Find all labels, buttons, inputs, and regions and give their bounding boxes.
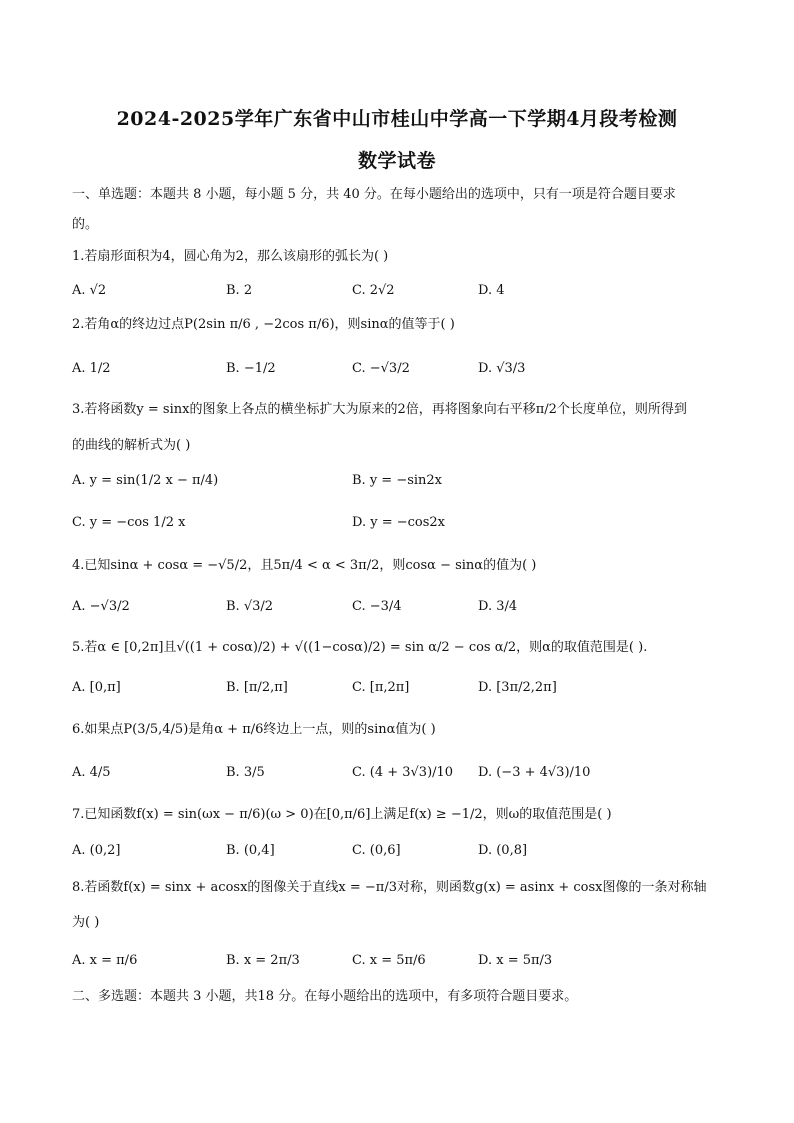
question-4-option-a: A. −√3/2 <box>72 599 130 614</box>
question-6-stem: 6.如果点P(3/5,4/5)是角α + π/6终边上一点，则的sinα值为( ) <box>72 722 436 737</box>
question-5-option-b: B. [π/2,π] <box>226 680 288 695</box>
question-8-stem-line2: 为( ) <box>72 915 100 930</box>
question-4-stem: 4.已知sinα + cosα = −√5/2，且5π/4 < α < 3π/2，则cosα − sinα的值为( ) <box>72 558 537 573</box>
section2-heading: 二、多选题：本题共 3 小题，共18 分。在每小题给出的选项中，有多项符合题目要求。 <box>72 989 578 1004</box>
exam-subtitle: 数学试卷 <box>357 150 436 172</box>
question-7-option-a: A. (0,2] <box>72 843 121 858</box>
question-6-option-c: C. (4 + 3√3)/10 <box>352 765 454 780</box>
question-8-option-a: A. x = π/6 <box>72 953 138 968</box>
question-6-option-d: D. (−3 + 4√3)/10 <box>478 765 591 780</box>
question-4-option-d: D. 3/4 <box>478 599 518 614</box>
question-8-option-b: B. x = 2π/3 <box>226 953 300 968</box>
question-2-option-d: D. √3/3 <box>478 361 526 376</box>
section1-heading-line1: 一、单选题：本题共 8 小题，每小题 5 分，共 40 分。在每小题给出的选项中，只有一项是符合题目要求 <box>72 187 676 202</box>
question-5-option-a: A. [0,π] <box>72 680 121 695</box>
question-7-option-c: C. (0,6] <box>352 843 401 858</box>
question-6-option-a: A. 4/5 <box>72 765 111 780</box>
question-2-option-b: B. −1/2 <box>226 361 276 376</box>
question-1-option-c: C. 2√2 <box>352 283 395 298</box>
question-4-option-b: B. √3/2 <box>226 599 274 614</box>
question-8-option-c: C. x = 5π/6 <box>352 953 426 968</box>
question-2-option-c: C. −√3/2 <box>352 361 410 376</box>
question-6-option-b: B. 3/5 <box>226 765 265 780</box>
exam-title: 2024-2025学年广东省中山市桂山中学高一下学期4月段考检测 <box>116 108 678 130</box>
question-1-stem: 1.若扇形面积为4，圆心角为2，那么该扇形的弧长为( ) <box>72 249 389 264</box>
question-7-stem: 7.已知函数f(x) = sin(ωx − π/6)(ω > 0)在[0,π/6]上满足f(x) ≥ −1/2，则ω的取值范围是( ) <box>72 807 612 822</box>
question-5-option-c: C. [π,2π] <box>352 680 410 695</box>
question-7-option-d: D. (0,8] <box>478 843 528 858</box>
question-3-option-c: C. y = −cos 1/2 x <box>72 515 186 530</box>
question-8-stem-line1: 8.若函数f(x) = sinx + acosx的图像关于直线x = −π/3对称，则函数g(x) = asinx + cosx图像的一条对称轴 <box>72 880 707 895</box>
question-1-option-d: D. 4 <box>478 283 505 298</box>
question-3-option-a: A. y = sin(1/2 x − π/4) <box>72 473 219 488</box>
question-7-option-b: B. (0,4] <box>226 843 275 858</box>
question-8-option-d: D. x = 5π/3 <box>478 953 553 968</box>
question-3-option-d: D. y = −cos2x <box>352 515 445 530</box>
question-3-option-b: B. y = −sin2x <box>352 473 443 488</box>
question-5-option-d: D. [3π/2,2π] <box>478 680 557 695</box>
question-5-stem: 5.若α ∈ [0,2π]且√((1 + cosα)/2) + √((1−cosα)/2) = sin α/2 − cos α/2，则α的取值范围是( ). <box>72 640 648 655</box>
question-4-option-c: C. −3/4 <box>352 599 402 614</box>
section1-heading-line2: 的。 <box>72 217 99 232</box>
question-2-stem: 2.若角α的终边过点P(2sin π/6 , −2cos π/6)，则sinα的值等于( ) <box>72 317 455 332</box>
question-3-stem-line1: 3.若将函数y = sinx的图象上各点的横坐标扩大为原来的2倍，再将图象向右平移π/2个长度单位，则所得到 <box>72 402 687 417</box>
question-2-option-a: A. 1/2 <box>72 361 111 376</box>
question-1-option-a: A. √2 <box>72 283 107 298</box>
question-1-option-b: B. 2 <box>226 283 253 298</box>
question-3-stem-line2: 的曲线的解析式为( ) <box>72 438 191 453</box>
